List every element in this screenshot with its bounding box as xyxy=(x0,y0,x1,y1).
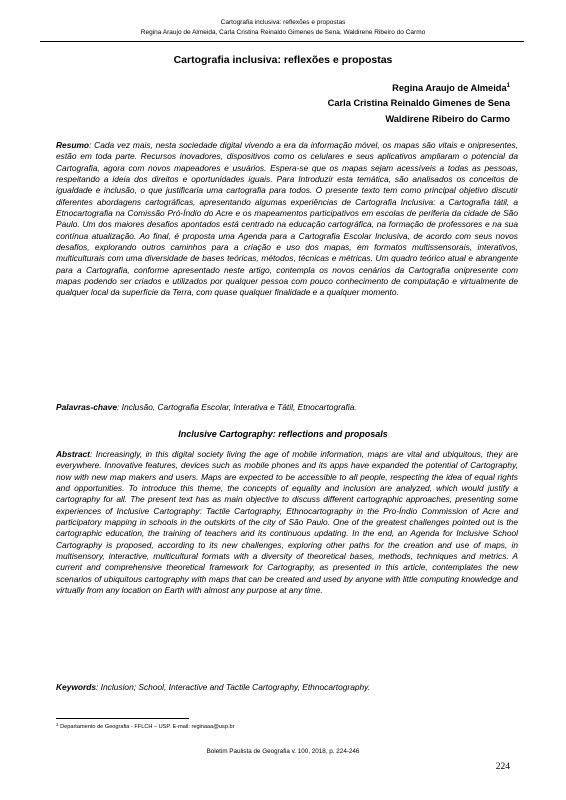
running-title: Cartografia inclusiva: reflexões e propostas xyxy=(220,19,346,26)
author-name: Carla Cristina Reinaldo Gimenes de Sena xyxy=(327,98,510,109)
palavras-chave-paragraph xyxy=(56,402,518,413)
palavras-chave-label: Palavras-chave xyxy=(56,402,117,412)
abstract-label: Abstract xyxy=(56,449,90,459)
journal-citation: Boletim Paulista de Geografia v. 100, 2018, p. 224-246 xyxy=(206,748,360,755)
english-title: Inclusive Cartography: reflections and proposals xyxy=(178,429,388,439)
running-authors: Regina Araujo de Almeida, Carla Cristina Reinaldo Gimenes de Sena, Waldirene Ribeiro do Carmo xyxy=(140,29,426,36)
paper-title: Cartografia inclusiva: reflexões e propostas xyxy=(173,54,393,66)
footnote xyxy=(56,723,234,731)
resumo-label: Resumo xyxy=(56,140,90,150)
resumo-text: : Cada vez mais, nesta sociedade digital vivendo a era da informação móvel, os mapas são vitais e onipresentes, estão em toda parte. Recursos inovadores, dispositivos como os celulares e seus aplicativos ampliaram o potencial da Cartografia, agora com novos mapeadores e usuários. Espera-se que os mapas sejam acessíveis a todas as pessoas, respeitando a ideia dos direitos e oportunidades iguais. Para Introduzir esta temática, são analisados os conceitos de igualdade e inclusão, o que justificaria uma cartografia para todos. O presente texto tem como principal objetivo discutir diferentes abordagens cartográficas, apresentando algumas experiências de Cartografia Inclusiva: a Cartografia tátil, a Etnocartografia na Comissão Pró-Índio do Acre e os mapeamentos participativos em escolas de periferia da cidade de São Paulo. Um dos maiores desafios apontados está centrado na educação cartográfica, na formação de professores e na sua contínua atualização. Ao final, é proposta uma Agenda para a Cartografia Escolar Inclusiva, de acordo com seus novos desafios, explorando outros caminhos para a criação e uso dos mapas, em formatos multissensorais, interativos, multiculturais com uma diversidade de bases teóricas, métodos, técnicas e métricas. Um quadro teórico atual e abrangente para a Cartografia, conforme apresentado neste artigo, contempla os novos cenários da Cartografia onipresente com mapas podendo ser criados e utilizados por qualquer pessoa com pouco conhecimento de computação e virtualmente de qualquer local da superfície da Terra, com quase qualquer finalidade e a qualquer momento. xyxy=(56,140,518,298)
keywords-label: Keywords xyxy=(56,682,97,692)
palavras-chave-text: : Inclusão, Cartografia Escolar, Interativa e Tátil, Etnocartografia. xyxy=(117,402,357,412)
author-name: Regina Araujo de Almeida xyxy=(392,83,507,93)
author-3 xyxy=(328,112,510,127)
author-footnote-mark: 1 xyxy=(506,83,510,89)
resumo-paragraph xyxy=(56,140,518,299)
author-2 xyxy=(328,96,510,111)
keywords-text: : Inclusion; School, Interactive and Tactile Cartography, Ethnocartography. xyxy=(96,682,371,692)
author-name: Waldirene Ribeiro do Carmo xyxy=(385,113,510,124)
author-list xyxy=(328,81,510,127)
keywords-paragraph xyxy=(56,682,518,693)
author-1 xyxy=(328,81,510,96)
abstract-paragraph xyxy=(56,449,518,596)
footnote-text: Departamento de Geografia - FFLCH – USP. E-mail: reginaaa@usp.br xyxy=(58,724,235,730)
abstract-text: : Increasingly, in this digital society living the age of mobile information, maps are vital and ubiquitous, they are everywhere. Innovative features, devices such as mobile phones and its apps have expanded the potential of Cartography, now with new map makers and users. Maps are expected to be accessible to all people, respecting the idea of equal rights and opportunities. To introduce this theme, the concepts of equality and inclusion are analyzed, which would justify a cartography for all. The present text has as main objective to discuss different cartographic approaches, presenting some experiences of Inclusive Cartography: Tactile Cartography, Ethnocartography in the Pro-Índio Commission of Acre and participatory mapping in schools in the outskirts of the city of São Paulo. One of the greatest challenges pointed out is the cartographic education, the training of teachers and its continuous updating. In the end, an Agenda for Inclusive School Cartography is proposed, according to its new challenges, exploring other paths for the creation and use of maps, in multisensory, interactive, multicultural formats with a diversity of theoretical bases, methods, techniques and metrics. A current and comprehensive theoretical framework for Cartography, as presented in this article, contemplates the new scenarios of ubiquitous cartography with maps that can be created and used by anyone with little computing knowledge and virtually from any location on Earth with almost any purpose at any time. xyxy=(56,449,518,596)
footnote-rule xyxy=(56,718,189,719)
page-number: 224 xyxy=(495,762,510,772)
footnote-mark: 1 xyxy=(56,722,59,727)
header-rule xyxy=(40,41,524,42)
